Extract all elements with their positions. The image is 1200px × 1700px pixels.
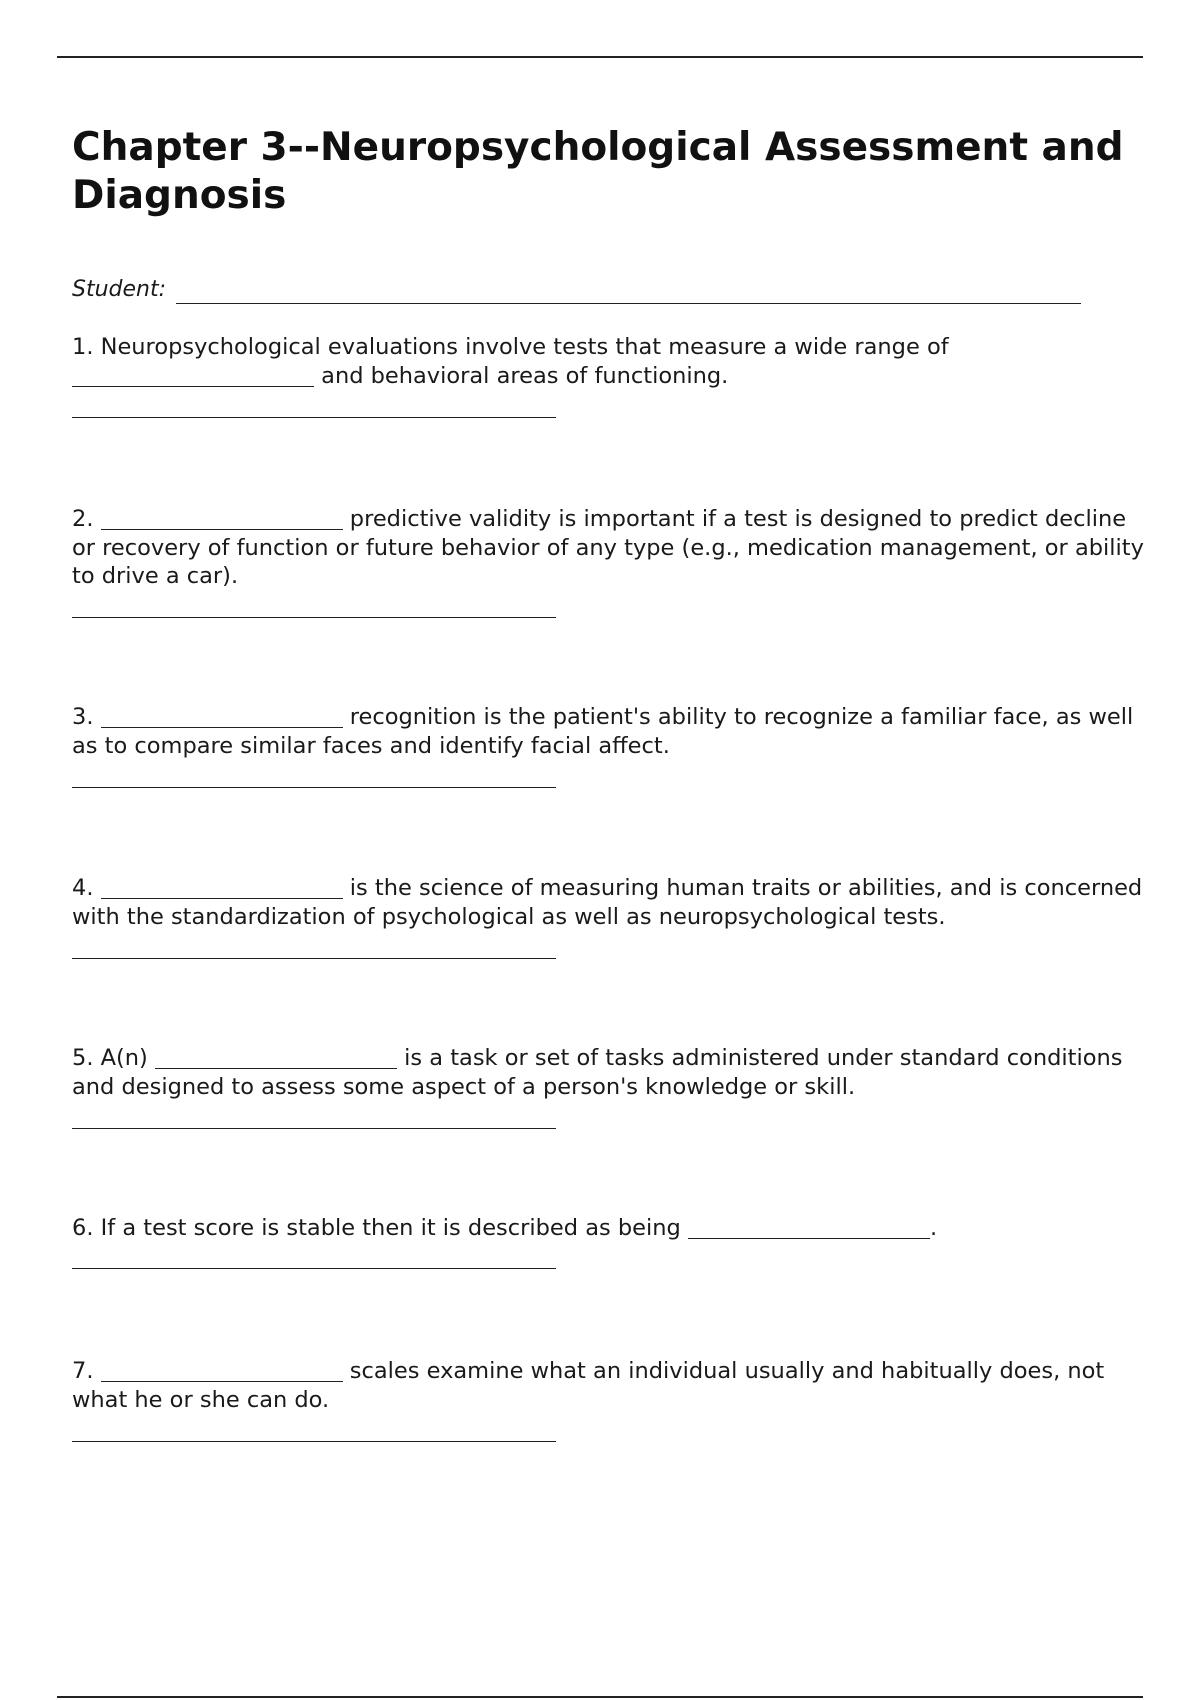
question-4	[72, 874, 1152, 931]
question-number: 3.	[72, 704, 94, 730]
question-2	[72, 505, 1152, 591]
answer-line-1[interactable]	[72, 417, 556, 418]
question-text-before: If a test score is stable then it is described as being	[100, 1215, 681, 1241]
fill-in-blank[interactable]	[101, 876, 343, 899]
answer-line-7[interactable]	[72, 1441, 556, 1442]
fill-in-blank[interactable]	[101, 705, 343, 728]
answer-line-2[interactable]	[72, 617, 556, 618]
fill-in-blank[interactable]	[155, 1046, 397, 1069]
answer-line-4[interactable]	[72, 958, 556, 959]
question-text-before: A(n)	[100, 1045, 148, 1071]
question-6	[72, 1214, 1152, 1243]
question-1	[72, 333, 1152, 390]
student-name-blank[interactable]	[176, 279, 1081, 304]
question-text-before: Neuropsychological evaluations involve tests that measure a wide range of	[100, 334, 949, 360]
question-number: 5.	[72, 1045, 94, 1071]
student-label: Student:	[72, 277, 167, 302]
fill-in-blank[interactable]	[101, 1359, 343, 1382]
question-7	[72, 1357, 1152, 1414]
page-top-rule	[57, 56, 1143, 58]
question-text-after: and behavioral areas of functioning.	[321, 362, 729, 389]
question-3	[72, 703, 1152, 760]
question-text-after: is the science of measuring human traits or abilities, and is concerned with the standardization of psychological as well as neuropsychological tests.	[72, 875, 1143, 930]
fill-in-blank[interactable]	[688, 1216, 930, 1239]
question-number: 6.	[72, 1215, 94, 1241]
question-5	[72, 1044, 1152, 1101]
fill-in-blank[interactable]	[72, 364, 314, 387]
answer-line-5[interactable]	[72, 1128, 556, 1129]
question-number: 2.	[72, 506, 94, 532]
fill-in-blank[interactable]	[101, 507, 343, 530]
answer-line-6[interactable]	[72, 1268, 556, 1269]
question-text-after: predictive validity is important if a test is designed to predict decline or recovery of function or future behavior of any type (e.g., medication management, or ability to drive a car).	[72, 506, 1144, 589]
answer-line-3[interactable]	[72, 787, 556, 788]
page-bottom-rule	[57, 1696, 1143, 1698]
question-number: 4.	[72, 875, 94, 901]
question-text-after: is a task or set of tasks administered under standard conditions and designed to assess some aspect of a person's knowledge or skill.	[72, 1045, 1123, 1100]
question-text-after: .	[929, 1215, 938, 1241]
question-number: 1.	[72, 334, 94, 360]
question-number: 7.	[72, 1358, 94, 1384]
student-field	[72, 274, 1081, 304]
question-text-after: recognition is the patient's ability to recognize a familiar face, as well as to compare similar faces and identify facial affect.	[72, 704, 1134, 759]
question-text-after: scales examine what an individual usually and habitually does, not what he or she can do.	[72, 1358, 1105, 1413]
page-title: Chapter 3--Neuropsychological Assessment and Diagnosis	[72, 125, 1124, 218]
